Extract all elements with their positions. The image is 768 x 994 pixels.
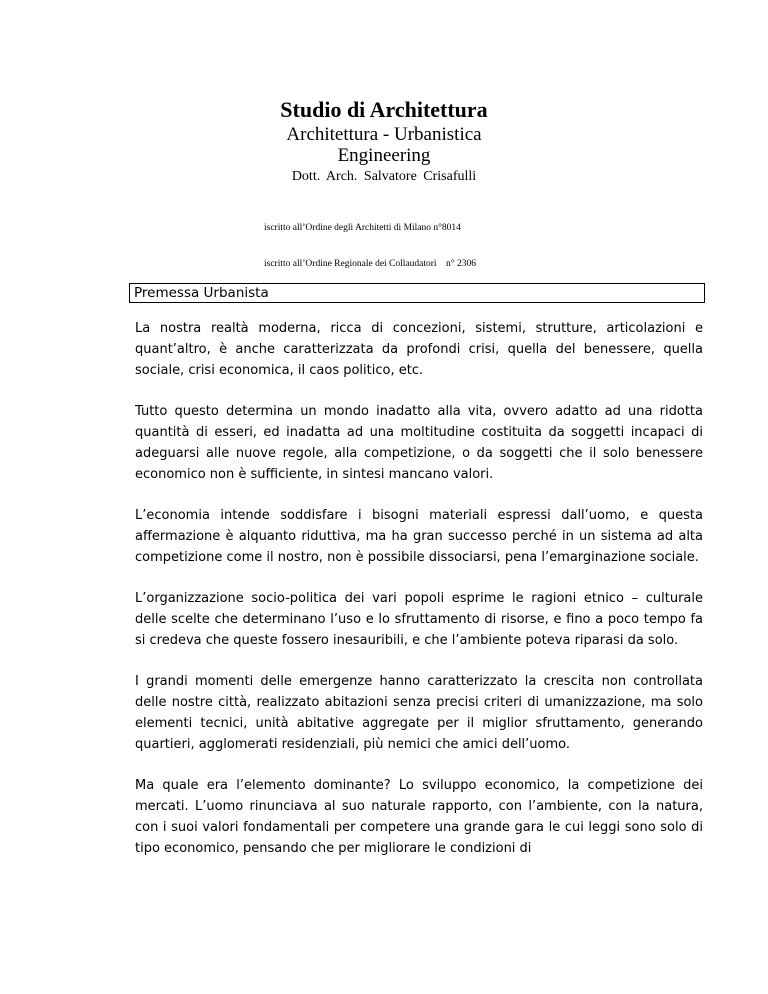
- registration-line-inspectors: iscritto all’Ordine Regionale dei Collaudatori n° 2306: [264, 259, 476, 269]
- section-heading: Premessa Urbanista: [129, 283, 705, 303]
- architect-name: Dott. Arch. Salvatore Crisafulli: [291, 169, 477, 184]
- studio-title: Studio di Architettura: [280, 97, 488, 122]
- paragraph: L’economia intende soddisfare i bisogni materiali espressi dall’uomo, e questa affermazione è alquanto riduttiva, ma ha gran successo perché in un sistema ad alta competizione come il nostro, non è possibile dissociarsi, pena l’emarginazione sociale.: [135, 508, 703, 565]
- registration-block: [264, 198, 476, 282]
- studio-subtitle-disciplines: Architettura - Urbanistica: [286, 124, 482, 145]
- document-body: [135, 318, 703, 879]
- letterhead: [0, 96, 768, 186]
- paragraph: I grandi momenti delle emergenze hanno caratterizzato la crescita non controllata delle nostre città, realizzato abitazioni senza precisi criteri di umanizzazione, ma solo elementi tecnici, unità abitative aggregate per il miglior sfruttamento, generando quartieri, agglomerati residenziali, più nemici che amici dell’uomo.: [135, 674, 703, 752]
- paragraph: L’organizzazione socio-politica dei vari popoli esprime le ragioni etnico – culturale delle scelte che determinano l’uso e lo sfruttamento di risorse, e fino a poco tempo fa si credeva che queste fossero inesauribili, e che l’ambiente poteva riparasi da solo.: [135, 591, 703, 648]
- studio-subtitle-engineering: Engineering: [337, 145, 431, 166]
- paragraph: Tutto questo determina un mondo inadatto alla vita, ovvero adatto ad una ridotta quantità di esseri, ed inadatta ad una moltitudine costituita da soggetti incapaci di adeguarsi alle nuove regole, alla competizione, o da soggetti che il solo benessere economico non è sufficiente, in sintesi mancano valori.: [135, 404, 703, 482]
- paragraph: Ma quale era l’elemento dominante? Lo sviluppo economico, la competizione dei mercati. L’uomo rinunciava al suo naturale rapporto, con l’ambiente, con la natura, con i suoi valori fondamentali per competere una grande gara le cui leggi sono solo di tipo economico, pensando che per migliorare le condizioni di: [135, 778, 703, 856]
- paragraph: La nostra realtà moderna, ricca di concezioni, sistemi, strutture, articolazioni e quant’altro, è anche caratterizzata da profondi crisi, quella del benessere, quella sociale, crisi economica, il caos politico, etc.: [135, 321, 703, 378]
- registration-line-architects: iscritto all’Ordine degli Architetti di Milano n°8014: [264, 223, 461, 233]
